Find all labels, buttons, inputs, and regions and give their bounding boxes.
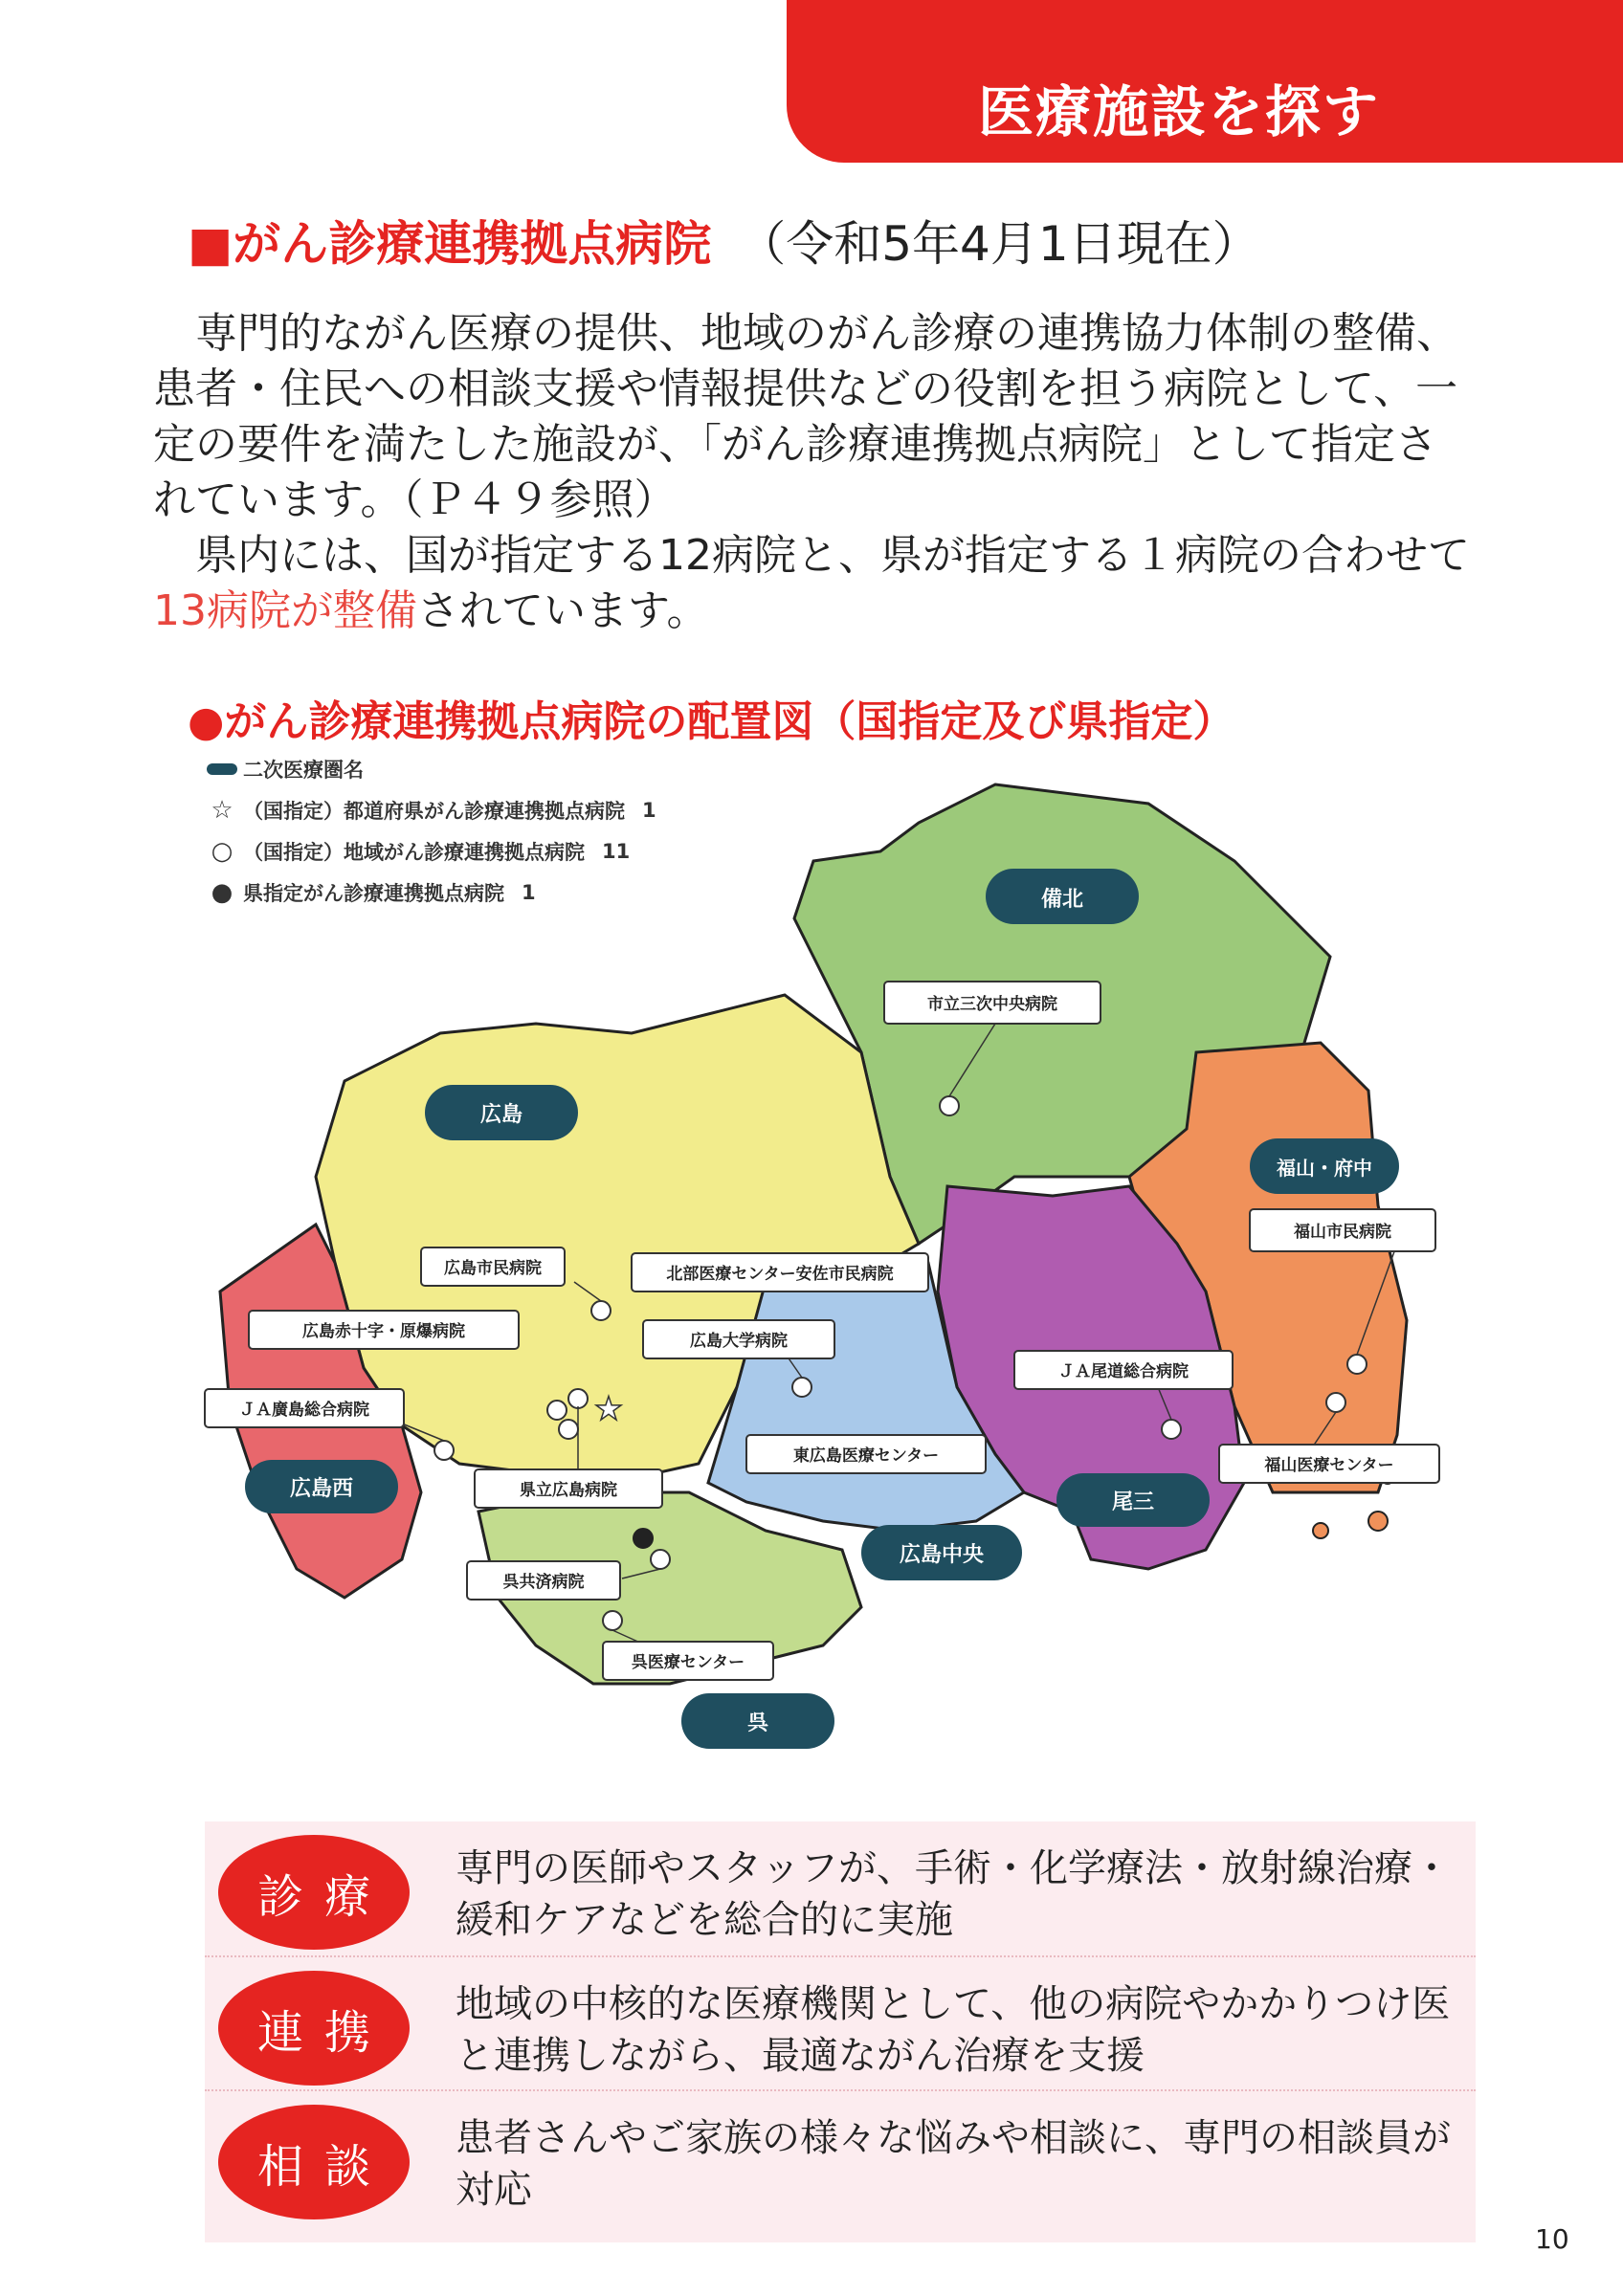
region-label-onomichi: 尾三 xyxy=(1111,1490,1155,1514)
feature-text: 地域の中核的な医療機関として、他の病院やかかりつけ医と連携しながら、最適ながん治療を支援 xyxy=(456,1982,1451,2078)
feature-text: 患者さんやご家族の様々な悩みや相談に、専門の相談員が対応 xyxy=(456,2116,1451,2212)
hospital-marker xyxy=(603,1611,622,1630)
hospital-label-univ: 広島大学病院 xyxy=(690,1332,788,1351)
hospital-label-higashi: 東広島医療センター xyxy=(792,1446,940,1466)
intro-highlight: 13病院が整備 xyxy=(153,586,417,635)
page-number: 10 xyxy=(1535,2223,1569,2255)
section-marker: ■ xyxy=(188,216,233,272)
header-tab-label: 医療施設を探す xyxy=(978,79,1381,144)
hospital-marker xyxy=(940,1096,959,1115)
hospital-marker xyxy=(434,1441,454,1460)
legend-label: （国指定）地域がん診療連携拠点病院 xyxy=(243,840,585,864)
legend-label: 県指定がん診療連携拠点病院 xyxy=(243,881,504,905)
prefectural-star-icon: ★ xyxy=(593,1390,624,1428)
hospital-label-fukuyama-city: 福山市民病院 xyxy=(1294,1223,1391,1242)
feature-badge: 連携 xyxy=(218,1971,410,2086)
star-icon: ☆ xyxy=(211,795,233,825)
feature-row-renkei xyxy=(205,1955,1476,2091)
hospital-label-ja-hiroshima: ＪＡ廣島総合病院 xyxy=(239,1401,369,1420)
hospital-label-kure-kyosai: 呉共済病院 xyxy=(502,1573,585,1592)
hospital-marker xyxy=(1347,1355,1367,1374)
section-date: （令和5年4月1日現在） xyxy=(738,216,1260,272)
region-label-hiroshima: 広島 xyxy=(479,1103,523,1127)
legend-label: （国指定）都道府県がん診療連携拠点病院 xyxy=(243,799,625,823)
hospital-marker xyxy=(634,1529,653,1548)
hospital-label-miyoshi: 市立三次中央病院 xyxy=(927,995,1057,1014)
legend-count: 11 xyxy=(602,839,631,863)
hospital-marker xyxy=(559,1420,578,1439)
hospital-label-ja-onomichi: ＪＡ尾道総合病院 xyxy=(1058,1362,1189,1381)
region-label-bihoku: 備北 xyxy=(1040,888,1084,912)
feature-badge: 診療 xyxy=(218,1835,410,1950)
hospital-label-kure-med: 呉医療センター xyxy=(631,1653,745,1672)
map-title: ●がん診療連携拠点病院の配置図（国指定及び県指定） xyxy=(188,697,1235,746)
feature-row-shinryo xyxy=(205,1821,1476,1955)
region-label-hiroshima-nishi: 広島西 xyxy=(289,1477,354,1501)
feature-box xyxy=(205,1821,1476,2242)
filled-circle-icon: ● xyxy=(211,877,233,907)
legend-count: 1 xyxy=(642,798,656,822)
intro-paragraph-2-before: 県内には、国が指定する12病院と、県が指定する１病院の合わせて xyxy=(195,531,1470,580)
region-label-fukuyama: 福山・府中 xyxy=(1277,1157,1372,1180)
hospital-marker xyxy=(591,1301,611,1320)
hospital-label-kenritsu: 県立広島病院 xyxy=(520,1481,617,1500)
hospital-marker xyxy=(1326,1393,1345,1412)
hospital-marker xyxy=(547,1401,567,1420)
hospital-label-hiroshima-city: 広島市民病院 xyxy=(444,1259,542,1278)
hospital-label-fukuyama-med: 福山医療センター xyxy=(1264,1456,1394,1475)
region-label-kure: 呉 xyxy=(746,1711,769,1735)
hospital-marker xyxy=(792,1378,812,1397)
hospital-marker xyxy=(1162,1420,1181,1439)
legend-label: 二次医療圏名 xyxy=(243,758,364,782)
feature-text: 専門の医師やスタッフが、手術・化学療法・放射線治療・緩和ケアなどを総合的に実施 xyxy=(456,1846,1451,1942)
section-title-text: がん診療連携拠点病院 xyxy=(233,216,712,272)
hospital-label-red-cross: 広島赤十字・原爆病院 xyxy=(302,1322,465,1341)
region-label-hiroshima-chuo: 広島中央 xyxy=(899,1543,985,1567)
hospital-marker xyxy=(651,1550,670,1569)
circle-icon: ○ xyxy=(211,836,233,866)
feature-row-sodan xyxy=(205,2089,1476,2225)
intro-paragraph-2-after: されています。 xyxy=(417,586,709,635)
intro-paragraph-1: 専門的ながん医療の提供、地域のがん診療の連携協力体制の整備、患者・住民への相談支援や情報提供などの役割を担う病院として、一定の要件を満たした施設が、「がん診療連携拠点病院」として指定されています。（Ｐ４９参照） xyxy=(153,309,1458,524)
hospital-label-hokubu: 北部医療センター安佐市民病院 xyxy=(666,1265,894,1284)
legend-count: 1 xyxy=(522,880,536,904)
feature-badge: 相談 xyxy=(218,2105,410,2219)
hospital-marker xyxy=(568,1389,588,1408)
